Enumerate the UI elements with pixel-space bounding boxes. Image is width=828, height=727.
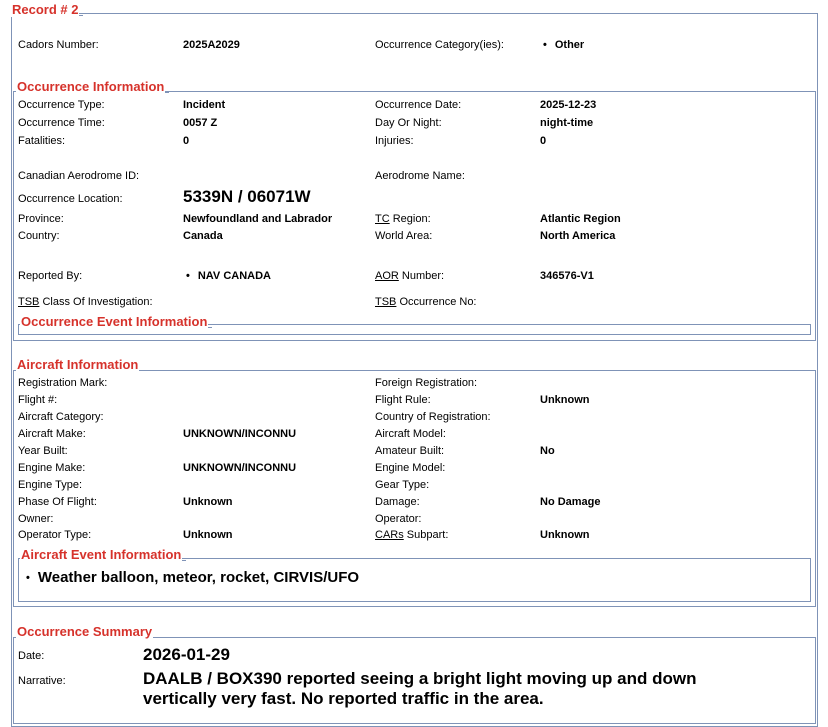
phase-of-flight-label: Phase Of Flight: <box>18 496 97 508</box>
aircraft-model-label: Aircraft Model: <box>375 428 446 440</box>
owner-label: Owner: <box>18 513 54 525</box>
fatalities-value: 0 <box>183 135 190 147</box>
world-area-label: World Area: <box>375 230 433 242</box>
flight-number-label: Flight #: <box>18 394 58 406</box>
registration-mark-label: Registration Mark: <box>18 377 108 389</box>
flight-rule-label: Flight Rule: <box>375 394 431 406</box>
tsb-occurrence-text: Occurrence No: <box>396 296 477 308</box>
country-registration-label: Country of Registration: <box>375 411 491 423</box>
occurrence-event-title: Occurrence Event Information <box>21 314 208 329</box>
tsb-class-label <box>18 296 153 309</box>
record-title: Record # 2 <box>12 2 79 17</box>
engine-model-label: Engine Model: <box>375 462 446 474</box>
occurrence-category-value <box>543 39 584 52</box>
summary-date-label: Date: <box>18 650 45 662</box>
occurrence-time-value: 0057 Z <box>183 117 218 129</box>
occurrence-date-value: 2025-12-23 <box>540 99 597 111</box>
occurrence-location-value: 5339N / 06071W <box>183 187 311 206</box>
fatalities-label: Fatalities: <box>18 135 66 147</box>
aircraft-event-title: Aircraft Event Information <box>21 547 182 562</box>
cars-abbr: CARs <box>375 529 404 541</box>
narrative-value: DAALB / BOX390 reported seeing a bright light moving up and down vertically very fast. No reported traffic in the area. <box>143 669 697 708</box>
reported-by-label: Reported By: <box>18 270 83 282</box>
summary-date-value: 2026-01-29 <box>143 645 230 664</box>
operator-label: Operator: <box>375 513 422 525</box>
occurrence-date-label: Occurrence Date: <box>375 99 462 111</box>
country-label: Country: <box>18 230 60 242</box>
tc-region-label <box>375 213 431 226</box>
gear-type-label: Gear Type: <box>375 479 430 491</box>
tsb-occurrence-label <box>375 296 477 309</box>
province-label: Province: <box>18 213 64 225</box>
occurrence-info-title: Occurrence Information <box>17 79 165 94</box>
bullet-icon: • <box>543 39 547 51</box>
tc-region-label-text: Region: <box>389 213 431 225</box>
foreign-registration-label: Foreign Registration: <box>375 377 478 389</box>
tsb-abbr: TSB <box>375 296 397 308</box>
aircraft-make-label: Aircraft Make: <box>18 428 86 440</box>
flight-rule-value: Unknown <box>540 394 590 406</box>
engine-make-label: Engine Make: <box>18 462 86 474</box>
bullet-icon: • <box>186 270 190 282</box>
aircraft-event-value <box>26 569 359 587</box>
aor-number-label <box>375 270 444 283</box>
amateur-built-value: No <box>540 445 555 457</box>
occurrence-type-value: Incident <box>183 99 226 111</box>
tc-region-value: Atlantic Region <box>540 213 621 225</box>
province-value: Newfoundland and Labrador <box>183 213 333 225</box>
cars-subpart-value: Unknown <box>540 529 590 541</box>
aircraft-info-title: Aircraft Information <box>17 357 139 372</box>
occurrence-time-label: Occurrence Time: <box>18 117 105 129</box>
occurrence-summary-title: Occurrence Summary <box>17 624 153 639</box>
aor-number-value: 346576-V1 <box>540 270 594 282</box>
aircraft-make-value: UNKNOWN/INCONNU <box>183 428 297 440</box>
year-built-label: Year Built: <box>18 445 68 457</box>
phase-of-flight-value: Unknown <box>183 496 233 508</box>
occurrence-category-label: Occurrence Category(ies): <box>375 39 504 51</box>
engine-type-label: Engine Type: <box>18 479 83 491</box>
damage-label: Damage: <box>375 496 420 508</box>
operator-type-label: Operator Type: <box>18 529 92 541</box>
tc-abbr: TC <box>375 213 390 225</box>
cars-subpart-text: Subpart: <box>403 529 449 541</box>
country-value: Canada <box>183 230 223 242</box>
aor-abbr: AOR <box>375 270 399 282</box>
cars-subpart-label <box>375 529 448 542</box>
operator-type-value: Unknown <box>183 529 233 541</box>
engine-make-value: UNKNOWN/INCONNU <box>183 462 297 474</box>
amateur-built-label: Amateur Built: <box>375 445 445 457</box>
day-night-value: night-time <box>540 117 594 129</box>
aor-label-text: Number: <box>398 270 445 282</box>
aircraft-category-label: Aircraft Category: <box>18 411 104 423</box>
narrative-label: Narrative: <box>18 675 66 687</box>
injuries-label: Injuries: <box>375 135 414 147</box>
world-area-value: North America <box>540 230 616 242</box>
aircraft-event-text: Weather balloon, meteor, rocket, CIRVIS/UFO <box>37 569 360 586</box>
tsb-abbr: TSB <box>18 296 40 308</box>
reported-by-value <box>186 270 271 283</box>
aerodrome-name-label: Aerodrome Name: <box>375 170 465 182</box>
occurrence-type-label: Occurrence Type: <box>18 99 105 111</box>
occurrence-location-label: Occurrence Location: <box>18 193 123 205</box>
tsb-class-text: Class Of Investigation: <box>39 296 153 308</box>
damage-value: No Damage <box>540 496 601 508</box>
injuries-value: 0 <box>540 135 547 147</box>
cadors-number-label: Cadors Number: <box>18 39 99 51</box>
cadors-number-value: 2025A2029 <box>183 39 240 51</box>
occurrence-category-text: Other <box>554 39 585 51</box>
aerodrome-id-label: Canadian Aerodrome ID: <box>18 170 140 182</box>
reported-by-text: NAV CANADA <box>197 270 271 282</box>
bullet-icon: • <box>26 572 30 585</box>
day-night-label: Day Or Night: <box>375 117 442 129</box>
